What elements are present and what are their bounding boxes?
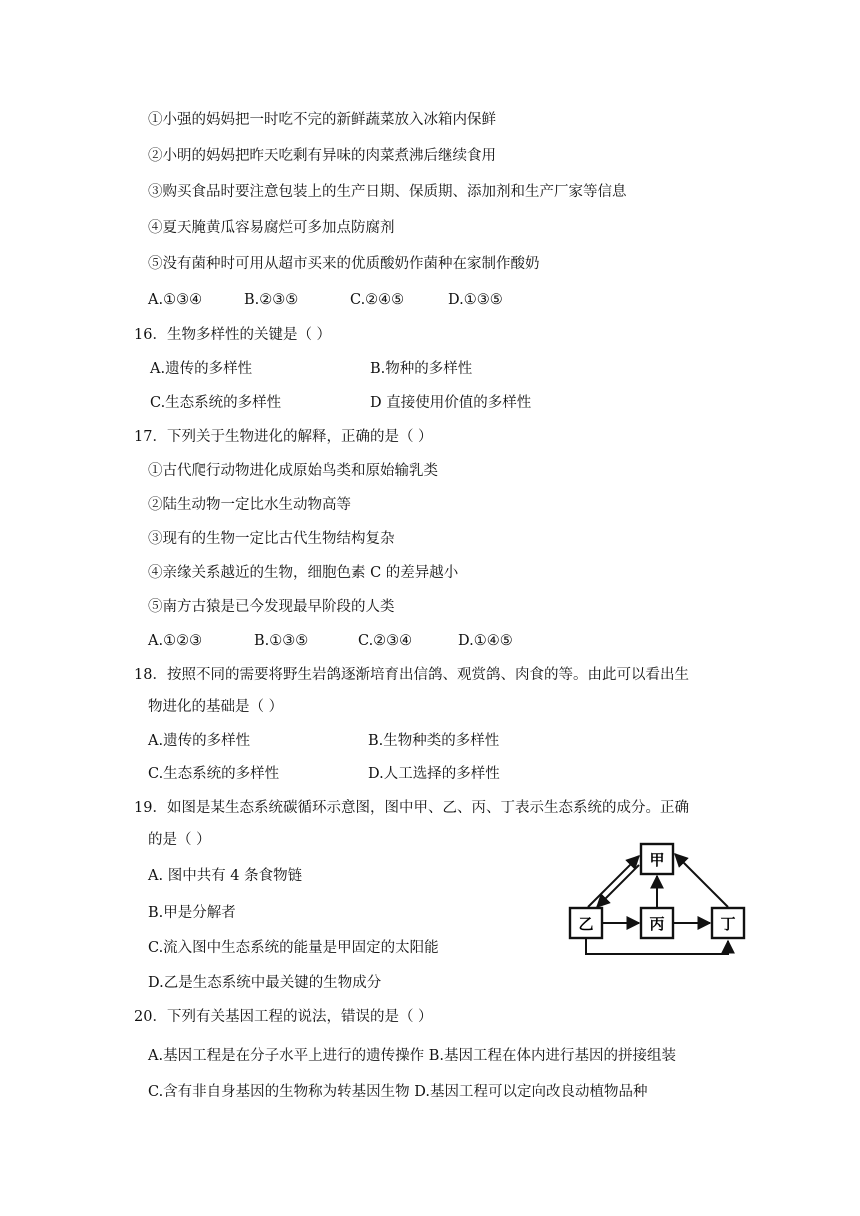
q17-item-3: ③现有的生物一定比古代生物结构复杂 [148, 531, 395, 547]
q18-option-d: D.人工选择的多样性 [368, 766, 500, 782]
q18-option-c: C.生态系统的多样性 [148, 766, 280, 782]
q19-option-c: C.流入图中生态系统的能量是甲固定的太阳能 [148, 940, 439, 956]
q19-stem-line1: 19．如图是某生态系统碳循环示意图，图中甲、乙、丙、丁表示生态系统的成分。正确 [134, 800, 689, 816]
q17-option-a: A.①②③ [148, 633, 203, 649]
label-ding: 丁 [720, 915, 736, 933]
q16-option-d: D 直接使用价值的多样性 [370, 395, 532, 411]
q18-stem-line2: 物进化的基础是（ ） [148, 699, 284, 715]
arrow-yi-to-jia [588, 856, 639, 907]
q15-option-c: C.②④⑤ [350, 292, 405, 308]
q20-options-row1: A.基因工程是在分子水平上进行的遗传操作 B.基因工程在体内进行基因的拼接组装 [148, 1048, 676, 1064]
q18-option-a: A.遗传的多样性 [148, 733, 251, 749]
carbon-cycle-diagram [566, 836, 762, 960]
arrow-yi-to-ding [586, 939, 728, 954]
label-yi: 乙 [578, 915, 594, 933]
q18-stem-line1: 18．按照不同的需要将野生岩鸽逐渐培育出信鸽、观赏鸽、肉食的等。由此可以看出生 [134, 667, 689, 683]
q17-option-c: C.②③④ [358, 633, 413, 649]
q15-item-2: ②小明的妈妈把昨天吃剩有异味的肉菜煮沸后继续食用 [148, 148, 496, 164]
q16-stem: 16．生物多样性的关键是（ ） [134, 327, 332, 343]
q20-options-row2: C.含有非自身基因的生物称为转基因生物 D.基因工程可以定向改良动植物品种 [148, 1084, 648, 1100]
q19-stem-line2: 的是（ ） [148, 832, 211, 848]
q17-item-1: ①古代爬行动物进化成原始鸟类和原始输乳类 [148, 463, 438, 479]
q15-option-d: D.①③⑤ [448, 292, 503, 308]
q15-item-1: ①小强的妈妈把一时吃不完的新鲜蔬菜放入冰箱内保鲜 [148, 112, 496, 128]
label-jia: 甲 [649, 851, 665, 869]
q19-option-b: B.甲是分解者 [148, 905, 236, 921]
arrow-jia-to-yi [597, 865, 639, 907]
q17-stem: 17．下列关于生物进化的解释，正确的是（ ） [134, 429, 433, 445]
q17-item-4: ④亲缘关系越近的生物，细胞色素 C 的差异越小 [148, 565, 459, 581]
q15-option-a: A.①③④ [148, 292, 203, 308]
q16-option-a: A.遗传的多样性 [150, 361, 253, 377]
q16-option-c: C.生态系统的多样性 [150, 395, 282, 411]
q17-option-d: D.①④⑤ [458, 633, 513, 649]
q16-option-b: B.物种的多样性 [370, 361, 473, 377]
q20-stem: 20．下列有关基因工程的说法，错误的是（ ） [134, 1009, 433, 1025]
q19-option-d: D.乙是生态系统中最关键的生物成分 [148, 975, 382, 991]
label-bing: 丙 [649, 915, 665, 933]
q15-item-5: ⑤没有菌种时可用从超市买来的优质酸奶作菌种在家制作酸奶 [148, 256, 540, 272]
q17-item-2: ②陆生动物一定比水生动物高等 [148, 497, 351, 513]
q18-option-b: B.生物种类的多样性 [368, 733, 500, 749]
q19-option-a: A. 图中共有 4 条食物链 [148, 868, 303, 884]
q17-option-b: B.①③⑤ [254, 633, 309, 649]
arrow-ding-to-jia [675, 854, 728, 907]
q17-item-5: ⑤南方古猿是已今发现最早阶段的人类 [148, 599, 395, 615]
q15-item-3: ③购买食品时要注意包装上的生产日期、保质期、添加剂和生产厂家等信息 [148, 184, 627, 200]
q15-item-4: ④夏天腌黄瓜容易腐烂可多加点防腐剂 [148, 220, 395, 236]
q15-option-b: B.②③⑤ [244, 292, 299, 308]
